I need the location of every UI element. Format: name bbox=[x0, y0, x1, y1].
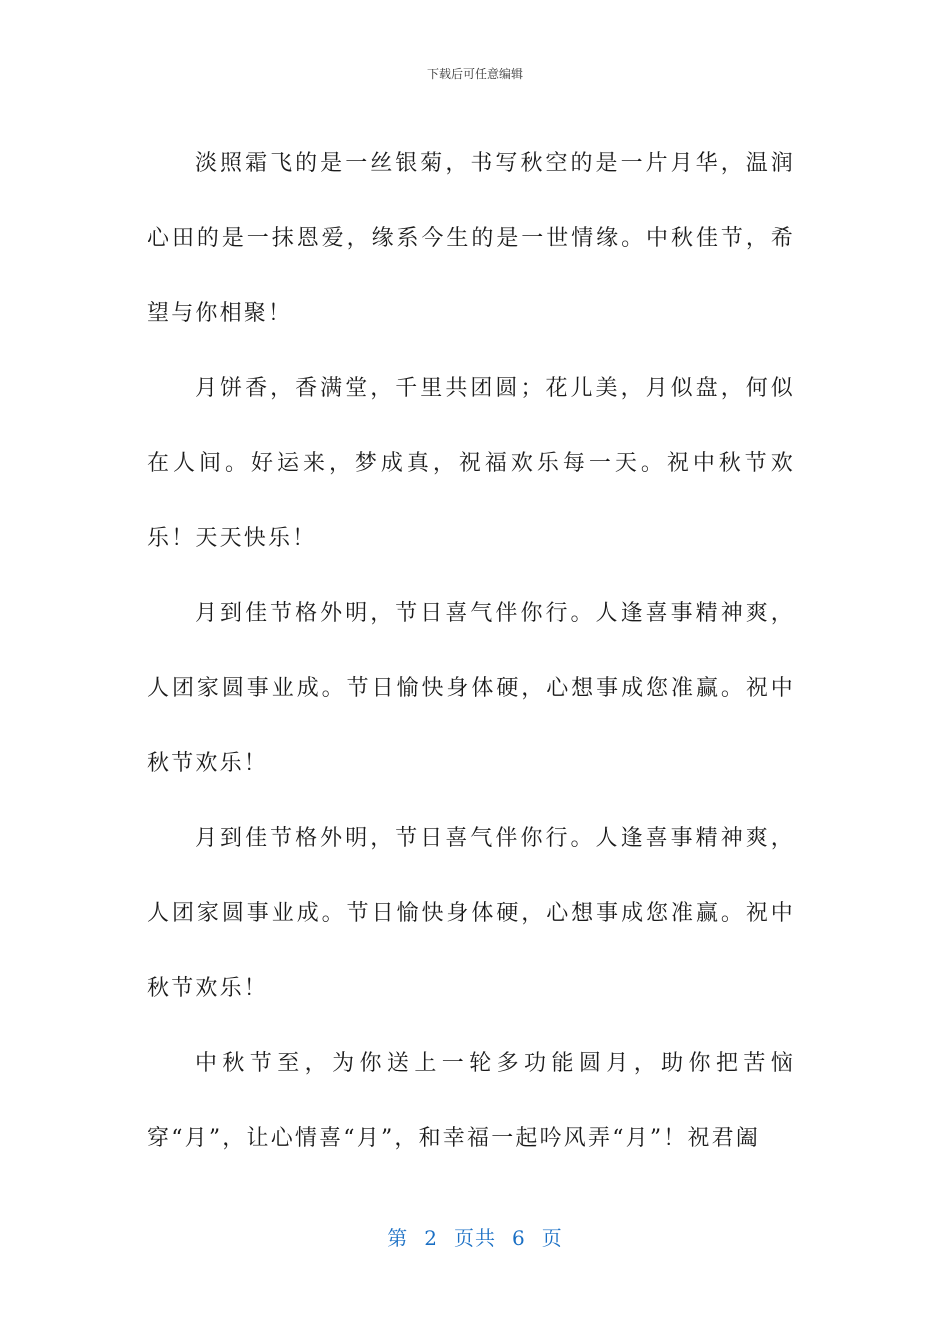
total-pages-number: 6 bbox=[512, 1226, 526, 1250]
header-note: 下载后可任意编辑 bbox=[426, 67, 523, 81]
paragraph-4: 月到佳节格外明，节日喜气伴你行。人逢喜事精神爽，人团家圆事业成。节日愉快身体硬，心想事成您准赢。祝中秋节欢乐！ bbox=[147, 826, 795, 1001]
paragraph-5: 中秋节至，为你送上一轮多功能圆月，助你把苦恼穿“月”，让心情喜“月”，和幸福一起吟风弄“月”！祝君阖 bbox=[147, 1051, 795, 1151]
current-page-number: 2 bbox=[424, 1226, 438, 1250]
page-mid: 页共 bbox=[454, 1226, 496, 1250]
page-suffix: 页 bbox=[541, 1226, 563, 1250]
page-number-footer bbox=[0, 1224, 950, 1252]
paragraph-2: 月饼香，香满堂，千里共团圆；花儿美，月似盘，何似在人间。好运来，梦成真，祝福欢乐每一天。祝中秋节欢乐！天天快乐！ bbox=[147, 376, 795, 551]
document-body bbox=[147, 126, 795, 1176]
page-prefix: 第 bbox=[387, 1226, 409, 1250]
paragraph-1: 淡照霜飞的是一丝银菊，书写秋空的是一片月华，温润心田的是一抹恩爱，缘系今生的是一世情缘。中秋佳节，希望与你相聚！ bbox=[147, 151, 795, 326]
paragraph-3: 月到佳节格外明，节日喜气伴你行。人逢喜事精神爽，人团家圆事业成。节日愉快身体硬，心想事成您准赢。祝中秋节欢乐！ bbox=[147, 601, 795, 776]
